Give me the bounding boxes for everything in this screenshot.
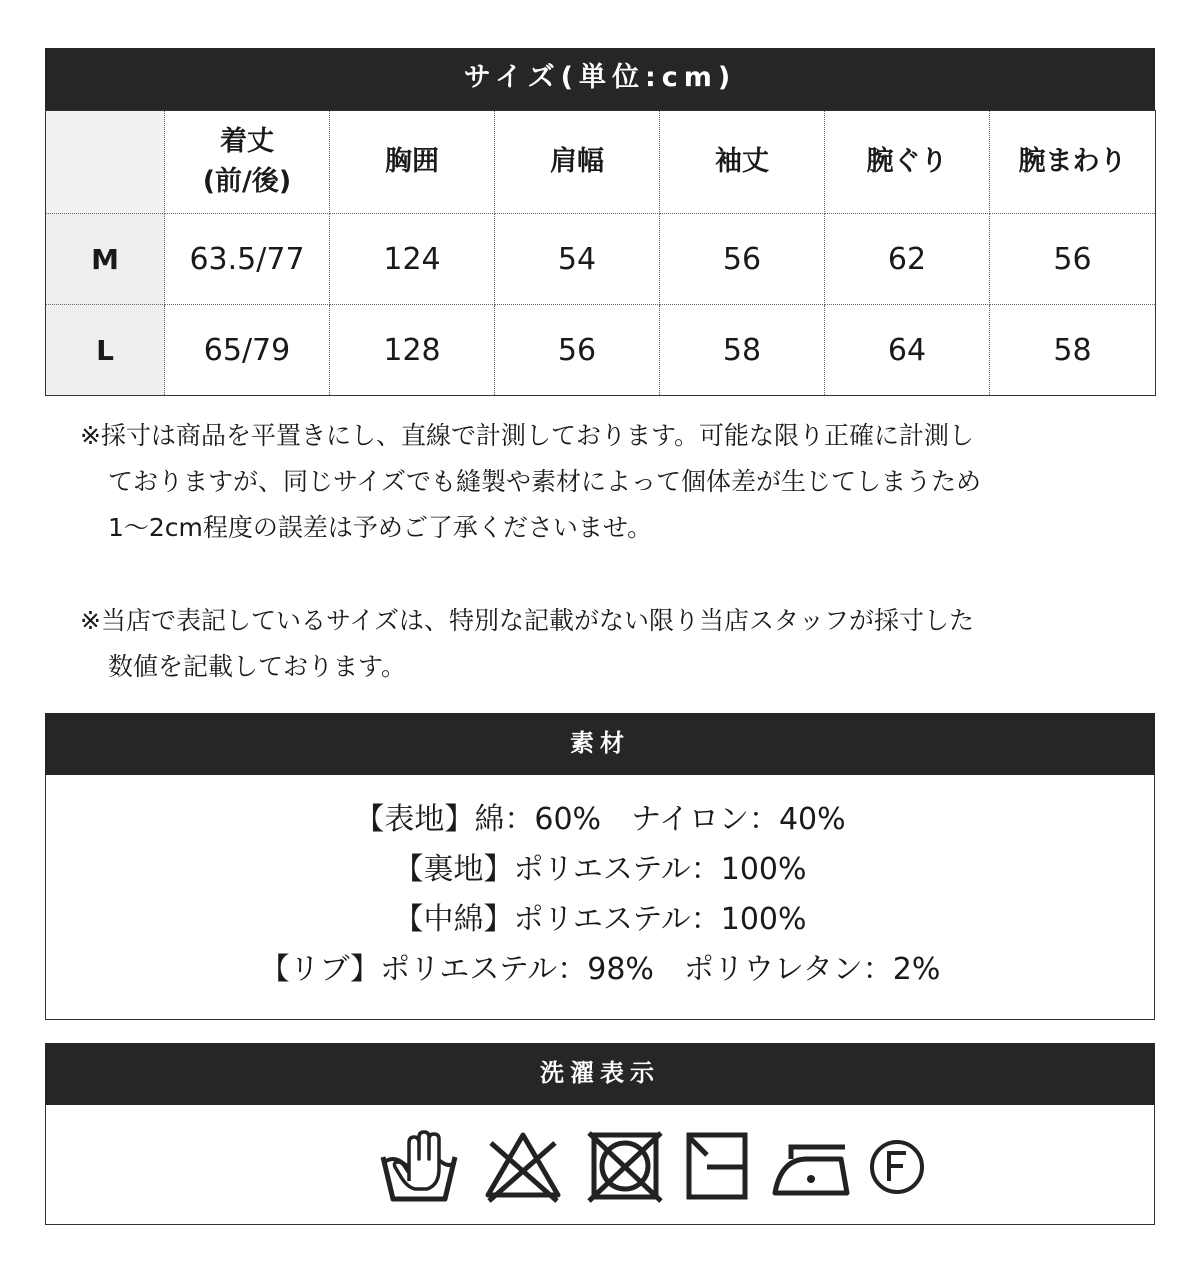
care-box bbox=[45, 1105, 1155, 1225]
table-cell: 58 bbox=[990, 305, 1156, 396]
table-row bbox=[46, 305, 1156, 396]
size-table bbox=[45, 110, 1156, 396]
care-section-title: 洗濯表示 bbox=[45, 1043, 1155, 1105]
no-tumble-dry-icon bbox=[585, 1129, 665, 1205]
table-cell: 56 bbox=[990, 214, 1156, 305]
material-list bbox=[46, 775, 1154, 995]
care-icons bbox=[331, 1129, 891, 1205]
no-bleach-icon bbox=[483, 1129, 563, 1205]
note-line: 1〜2cm程度の誤差は予めご了承くださいませ。 bbox=[108, 513, 653, 542]
table-cell: 56 bbox=[660, 214, 825, 305]
table-cell: 124 bbox=[330, 214, 495, 305]
dry-clean-f-icon bbox=[867, 1129, 931, 1205]
table-cell: 63.5/77 bbox=[165, 214, 330, 305]
size-notation-note bbox=[80, 598, 1140, 690]
material-line: 【表地】綿：60% ナイロン：40% bbox=[354, 802, 846, 837]
note-line: ておりますが、同じサイズでも縫製や素材によって個体差が生じてしまうため bbox=[108, 467, 982, 496]
material-line: 【中綿】ポリエステル：100% bbox=[393, 902, 807, 937]
shade-line-dry-icon bbox=[683, 1129, 753, 1205]
table-corner-cell bbox=[46, 111, 165, 214]
column-header-chest: 胸囲 bbox=[330, 111, 495, 214]
note-line: 数値を記載しております。 bbox=[108, 652, 407, 681]
column-header-sleeve: 袖丈 bbox=[660, 111, 825, 214]
column-header-arm-circumference: 腕まわり bbox=[990, 111, 1156, 214]
column-header-shoulder: 肩幅 bbox=[495, 111, 660, 214]
table-row bbox=[46, 214, 1156, 305]
table-cell: 64 bbox=[825, 305, 990, 396]
low-iron-icon bbox=[771, 1129, 851, 1205]
table-cell: 54 bbox=[495, 214, 660, 305]
size-label: M bbox=[46, 214, 165, 305]
table-cell: 62 bbox=[825, 214, 990, 305]
hand-wash-icon bbox=[379, 1129, 459, 1205]
material-line: 【裏地】ポリエステル：100% bbox=[393, 852, 807, 887]
size-section-title: サイズ(単位:cm) bbox=[45, 48, 1155, 110]
note-line: ※当店で表記しているサイズは、特別な記載がない限り当店スタッフが採寸した bbox=[80, 606, 974, 635]
table-cell: 65/79 bbox=[165, 305, 330, 396]
size-table-header-row bbox=[46, 111, 1156, 214]
size-label: L bbox=[46, 305, 165, 396]
measurement-note bbox=[80, 413, 1140, 551]
table-cell: 58 bbox=[660, 305, 825, 396]
material-line: 【リブ】ポリエステル：98% ポリウレタン：2% bbox=[259, 952, 941, 987]
column-header-length-label: 着丈 (前/後) bbox=[202, 126, 292, 197]
material-section-title: 素材 bbox=[45, 713, 1155, 775]
column-header-armhole: 腕ぐり bbox=[825, 111, 990, 214]
column-header-length bbox=[165, 111, 330, 214]
table-cell: 128 bbox=[330, 305, 495, 396]
note-line: ※採寸は商品を平置きにし、直線で計測しております。可能な限り正確に計測し bbox=[80, 421, 974, 450]
material-box bbox=[45, 775, 1155, 1020]
table-cell: 56 bbox=[495, 305, 660, 396]
